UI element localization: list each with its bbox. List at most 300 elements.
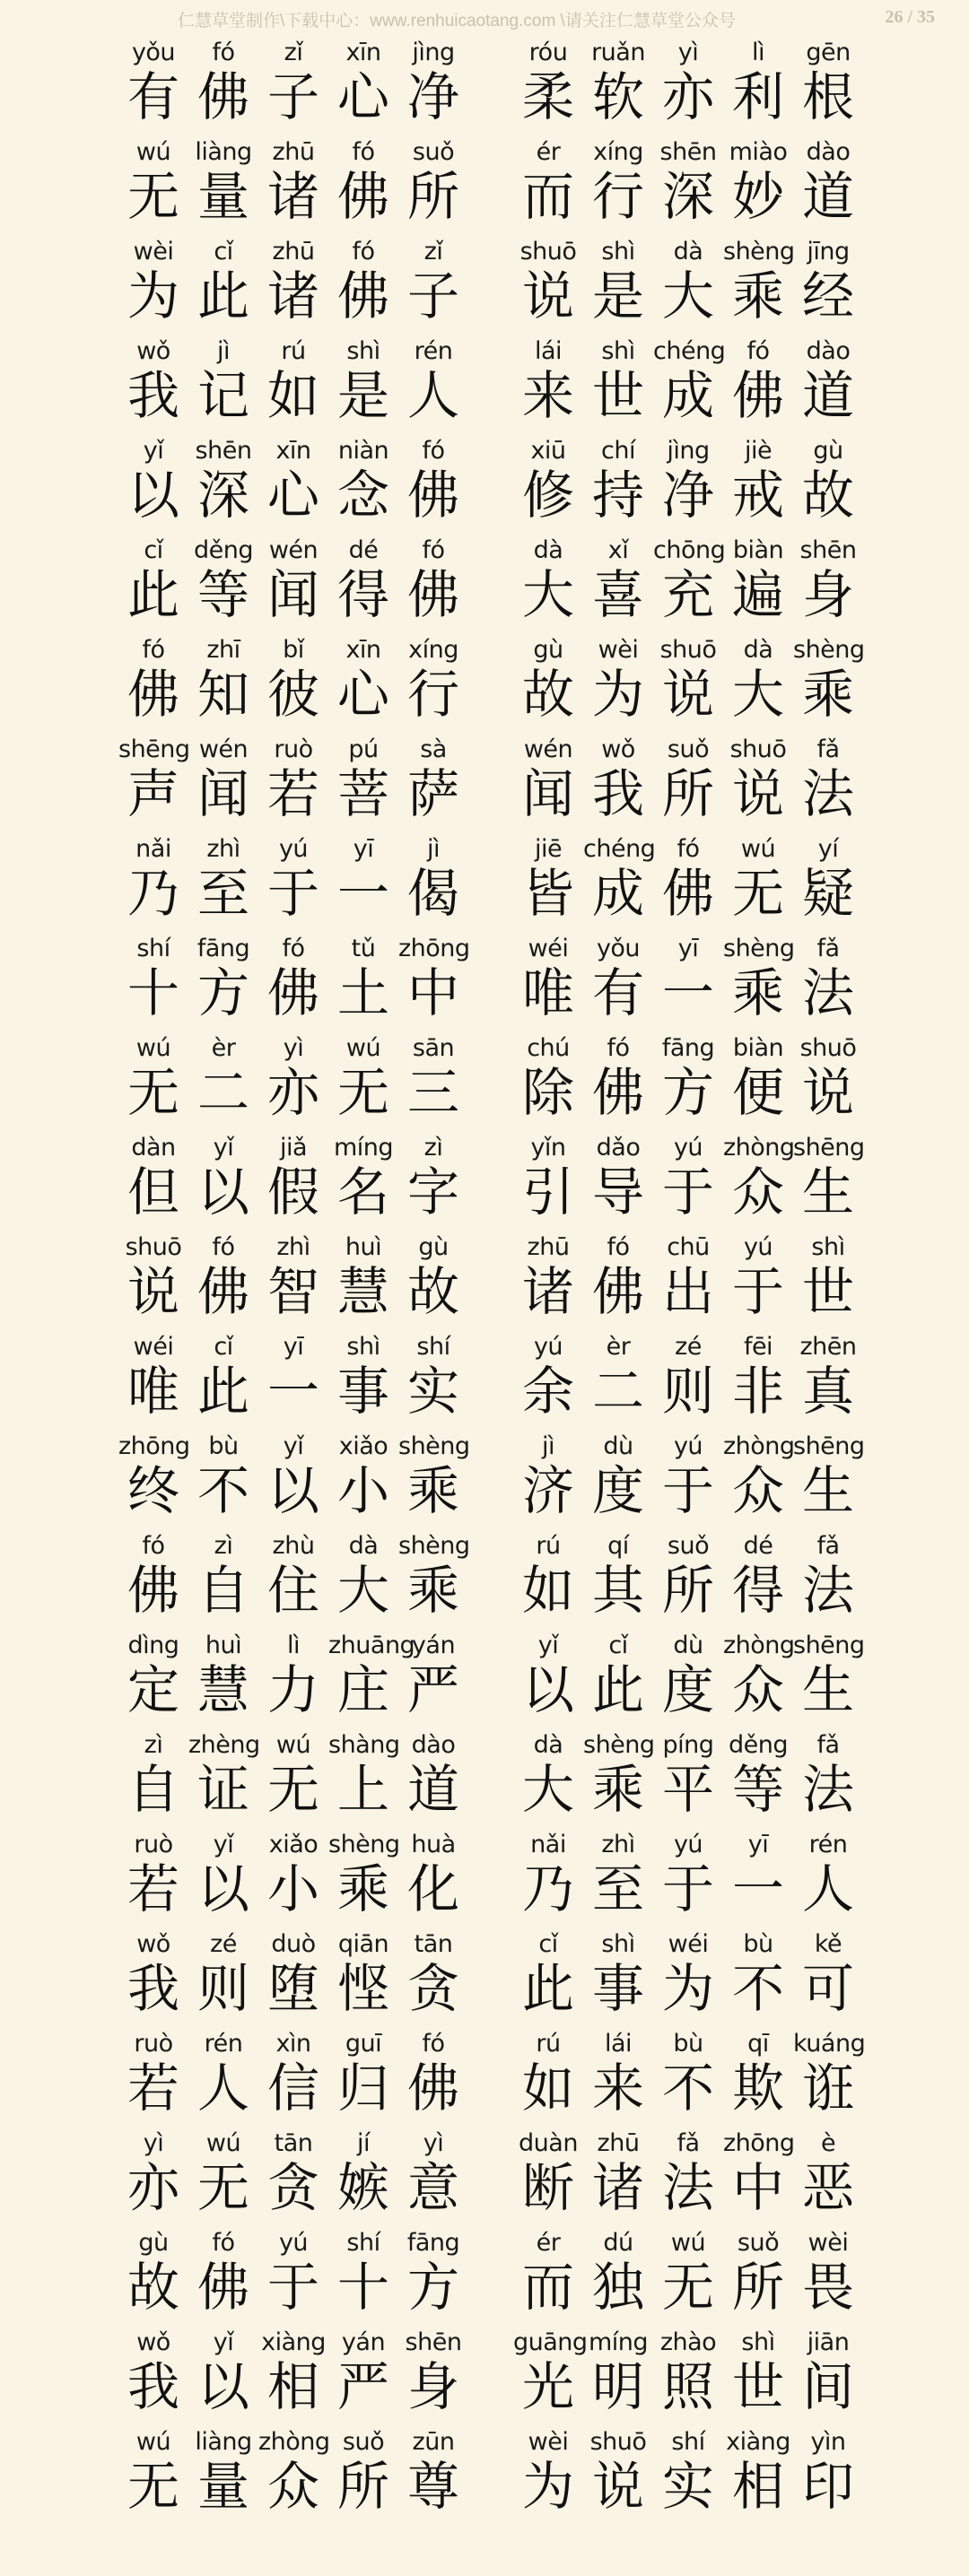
hanzi-character: 法 [801, 1759, 854, 1820]
character-cell [398, 633, 468, 733]
verse-row [0, 36, 969, 135]
hanzi-character: 说 [731, 763, 784, 824]
character-cell [583, 335, 653, 434]
character-cell [258, 733, 328, 832]
pinyin-label: wú [205, 2129, 241, 2157]
character-cell [583, 1131, 653, 1231]
hanzi-character: 世 [731, 2356, 784, 2417]
pinyin-label: zhōng [723, 2129, 795, 2157]
pinyin-label: suǒ [412, 138, 455, 166]
pinyin-label: zhuāng [328, 1632, 415, 1659]
hanzi-character: 法 [801, 1560, 854, 1621]
pinyin-label: fǎ [816, 935, 840, 962]
hanzi-character: 于 [266, 863, 319, 924]
character-cell [258, 1629, 328, 1728]
character-cell [653, 1430, 723, 1529]
pinyin-label: qī [747, 2030, 769, 2058]
hanzi-character: 诳 [801, 2058, 854, 2119]
verse-row [0, 2127, 969, 2226]
verse-line-right [513, 235, 863, 335]
pinyin-label: chéng [583, 835, 656, 863]
hanzi-character: 出 [661, 1261, 714, 1322]
character-cell [188, 2127, 258, 2226]
hanzi-character: 自 [127, 1759, 179, 1820]
hanzi-character: 来 [521, 365, 574, 426]
character-cell [258, 1131, 328, 1231]
character-cell [398, 1330, 468, 1430]
pinyin-label: bù [743, 1930, 773, 1958]
verse-row [0, 1529, 969, 1629]
pinyin-label: děng [728, 1731, 788, 1759]
character-cell [793, 434, 863, 534]
pinyin-label: cǐ [538, 1930, 558, 1958]
character-cell [258, 36, 328, 135]
verse-row [0, 1728, 969, 1828]
hanzi-character: 得 [336, 564, 389, 625]
pinyin-label: yì [677, 39, 699, 66]
hanzi-character: 心 [266, 465, 319, 526]
character-cell [258, 2027, 328, 2127]
verse-line-left [118, 2127, 468, 2226]
hanzi-character: 佛 [196, 66, 249, 127]
hanzi-character: 不 [731, 1958, 784, 2019]
hanzi-character: 引 [521, 1162, 574, 1223]
character-cell [583, 2127, 653, 2226]
character-cell [723, 1828, 793, 1928]
pinyin-label: suǒ [737, 2229, 780, 2257]
pinyin-label: jì [426, 835, 440, 863]
hanzi-character: 若 [266, 763, 319, 824]
hanzi-character: 光 [521, 2356, 574, 2417]
pinyin-label: jiè [744, 437, 773, 465]
pinyin-label: dà [348, 1532, 379, 1560]
hanzi-character: 所 [661, 763, 714, 824]
character-cell [653, 1629, 723, 1728]
character-cell [653, 832, 723, 932]
hanzi-character: 利 [731, 66, 784, 127]
hanzi-character: 诸 [266, 166, 319, 227]
hanzi-character: 上 [336, 1759, 389, 1820]
character-cell [723, 832, 793, 932]
pinyin-label: xiàng [261, 2328, 326, 2356]
hanzi-character: 而 [521, 2257, 574, 2318]
character-cell [328, 1330, 398, 1430]
character-cell [653, 235, 723, 335]
character-cell [328, 534, 398, 633]
character-cell [118, 1928, 188, 2027]
hanzi-character: 庄 [336, 1659, 389, 1720]
verse-line-left [118, 932, 468, 1031]
hanzi-character: 佛 [591, 1062, 644, 1123]
hanzi-character: 偈 [406, 863, 459, 924]
character-cell [188, 2425, 258, 2525]
page-number: 26 / 35 [885, 7, 935, 27]
hanzi-character: 道 [801, 365, 854, 426]
hanzi-character: 众 [266, 2456, 319, 2517]
character-cell [583, 1231, 653, 1330]
pinyin-label: shēn [659, 138, 717, 166]
hanzi-character: 说 [127, 1261, 179, 1322]
character-cell [513, 1031, 583, 1131]
character-cell [653, 36, 723, 135]
verse-row [0, 1828, 969, 1928]
character-cell [258, 1231, 328, 1330]
character-cell [328, 1031, 398, 1131]
pinyin-label: xǐ [607, 536, 629, 564]
pinyin-label: huì [345, 1233, 382, 1261]
character-cell [258, 2226, 328, 2326]
pinyin-label: lái [534, 337, 563, 365]
hanzi-character: 生 [801, 1162, 854, 1223]
pinyin-label: nǎi [135, 835, 171, 863]
character-cell [793, 36, 863, 135]
character-cell [188, 36, 258, 135]
character-cell [118, 1629, 188, 1728]
verse-line-left [118, 1031, 468, 1131]
pinyin-label: zūn [412, 2428, 455, 2456]
pinyin-label: jì [541, 1432, 554, 1460]
character-cell [653, 135, 723, 235]
pinyin-label: fó [352, 138, 375, 166]
hanzi-character: 照 [661, 2356, 714, 2417]
verse-line-right [513, 1629, 863, 1728]
verse-line-left [118, 2226, 468, 2326]
pinyin-label: shì [346, 337, 380, 365]
hanzi-character: 佛 [591, 1261, 644, 1322]
character-cell [188, 135, 258, 235]
hanzi-character: 彼 [266, 664, 319, 725]
character-cell [258, 335, 328, 434]
hanzi-character: 法 [661, 2157, 714, 2218]
character-cell [793, 335, 863, 434]
character-cell [328, 1131, 398, 1231]
hanzi-character: 子 [406, 265, 459, 326]
character-cell [583, 1928, 653, 2027]
pinyin-label: yǒu [131, 39, 176, 66]
pinyin-label: fǎ [816, 735, 840, 763]
hanzi-character: 悭 [336, 1958, 389, 2019]
pinyin-label: dào [806, 138, 851, 166]
hanzi-character: 而 [521, 166, 574, 227]
verse-line-right [513, 2127, 863, 2226]
verse-row [0, 1131, 969, 1231]
character-cell [723, 135, 793, 235]
character-cell [723, 235, 793, 335]
hanzi-character: 以 [266, 1460, 319, 1521]
verse-line-left [118, 1330, 468, 1430]
character-cell [398, 1928, 468, 2027]
pinyin-label: shuō [519, 238, 577, 265]
pinyin-label: wú [135, 2428, 171, 2456]
hanzi-character: 一 [731, 1858, 784, 1919]
pinyin-label: gù [533, 636, 563, 664]
character-cell [513, 235, 583, 335]
pinyin-label: dào [806, 337, 851, 365]
character-cell [328, 1430, 398, 1529]
character-cell [258, 2127, 328, 2226]
hanzi-character: 佛 [661, 863, 714, 924]
character-cell [258, 235, 328, 335]
pinyin-label: dù [603, 1432, 633, 1460]
character-cell [583, 135, 653, 235]
hanzi-character: 至 [591, 1858, 644, 1919]
character-cell [793, 2027, 866, 2127]
hanzi-character: 得 [731, 1560, 784, 1621]
character-cell [653, 1728, 723, 1828]
verse-line-right [513, 1430, 863, 1529]
pinyin-label: yǐ [213, 1831, 234, 1858]
character-cell [583, 1430, 653, 1529]
character-cell [793, 2425, 863, 2525]
hanzi-character: 相 [731, 2456, 784, 2517]
verse-line-left [118, 1928, 468, 2027]
hanzi-character: 字 [406, 1162, 459, 1223]
character-cell [723, 434, 793, 534]
header-watermark-text: 仁慧草堂制作\下载中心：www.renhuicaotang.com \请关注仁慧草堂公众号 [178, 12, 736, 30]
hanzi-character: 定 [127, 1659, 179, 1720]
character-cell [118, 2226, 188, 2326]
verse-line-right [513, 534, 863, 633]
character-cell [723, 1131, 793, 1231]
pinyin-label: chú [527, 1034, 570, 1062]
hanzi-character: 严 [336, 2356, 389, 2417]
hanzi-character: 以 [196, 2356, 249, 2417]
hanzi-character: 土 [336, 962, 389, 1023]
character-cell [653, 434, 723, 534]
character-cell [398, 534, 468, 633]
hanzi-character: 一 [266, 1361, 319, 1422]
character-cell [793, 1529, 863, 1629]
character-cell [328, 2326, 398, 2425]
verse-line-right [513, 1728, 863, 1828]
hanzi-character: 如 [521, 2058, 574, 2119]
character-cell [118, 135, 188, 235]
pinyin-label: wǒ [136, 1930, 170, 1958]
pinyin-label: wǒ [136, 2328, 170, 2356]
character-cell [188, 733, 258, 832]
character-cell [328, 633, 398, 733]
character-cell [653, 1031, 723, 1131]
hanzi-character: 心 [336, 66, 389, 127]
character-cell [328, 2425, 398, 2525]
character-cell [328, 36, 398, 135]
hanzi-character: 度 [591, 1460, 644, 1521]
character-cell [583, 932, 653, 1031]
character-cell [793, 832, 863, 932]
pinyin-label: fó [142, 636, 165, 664]
character-cell [513, 1828, 583, 1928]
character-cell [118, 1828, 188, 1928]
character-cell [723, 1430, 793, 1529]
pinyin-label: zhū [527, 1233, 570, 1261]
character-cell [118, 2425, 188, 2525]
hanzi-character: 乘 [406, 1560, 459, 1621]
verse-line-left [118, 135, 468, 235]
pinyin-label: wú [670, 2229, 706, 2257]
character-cell [793, 1629, 863, 1728]
hanzi-character: 大 [731, 664, 784, 725]
verse-line-right [513, 2027, 866, 2127]
character-cell [258, 1928, 328, 2027]
character-cell [188, 1828, 258, 1928]
verse-line-right [513, 1330, 863, 1430]
character-cell [793, 2326, 863, 2425]
hanzi-character: 柔 [521, 66, 574, 127]
verse-line-right [513, 633, 863, 733]
verse-row [0, 2425, 969, 2525]
hanzi-character: 人 [406, 365, 459, 426]
pinyin-label: wén [268, 536, 319, 564]
pinyin-label: èr [606, 1333, 631, 1361]
pinyin-label: shì [601, 238, 635, 265]
character-cell [583, 434, 653, 534]
hanzi-character: 乘 [406, 1460, 459, 1521]
character-cell [258, 1031, 328, 1131]
pinyin-label: wèi [528, 2428, 569, 2456]
hanzi-character: 闻 [521, 763, 574, 824]
character-cell [258, 2425, 328, 2525]
pinyin-label: zhōng [398, 935, 470, 962]
hanzi-character: 子 [266, 66, 319, 127]
pinyin-label: chōng [653, 536, 726, 564]
character-cell [328, 235, 398, 335]
character-cell [258, 832, 328, 932]
hanzi-character: 乃 [127, 863, 179, 924]
hanzi-character: 诸 [521, 1261, 574, 1322]
hanzi-character: 间 [801, 2356, 854, 2417]
pinyin-label: shuō [659, 636, 717, 664]
pinyin-label: chéng [653, 337, 726, 365]
character-cell [398, 235, 468, 335]
character-cell [513, 2127, 583, 2226]
character-cell [513, 633, 583, 733]
hanzi-character: 方 [196, 962, 249, 1023]
pinyin-label: shēn [405, 2328, 462, 2356]
hanzi-character: 记 [196, 365, 249, 426]
hanzi-character: 为 [591, 664, 644, 725]
hanzi-character: 世 [801, 1261, 854, 1322]
hanzi-character: 非 [731, 1361, 784, 1422]
pinyin-label: yǒu [596, 935, 641, 962]
character-cell [513, 1430, 583, 1529]
pinyin-label: tǔ [351, 935, 376, 962]
pinyin-label: zhū [272, 238, 315, 265]
verse-row [0, 1031, 969, 1131]
pinyin-label: fó [212, 39, 235, 66]
verse-line-left [118, 534, 468, 633]
pinyin-label: zhì [276, 1233, 310, 1261]
hanzi-character: 佛 [731, 365, 784, 426]
verse-line-left [118, 1728, 468, 1828]
character-cell [188, 335, 258, 434]
verse-row [0, 1629, 969, 1728]
pinyin-label: bǐ [283, 636, 304, 664]
character-cell [653, 2226, 723, 2326]
pinyin-label: dú [603, 2229, 633, 2257]
pinyin-label: cǐ [144, 536, 163, 564]
pinyin-label: fó [677, 835, 700, 863]
hanzi-character: 信 [266, 2058, 319, 2119]
character-cell [118, 335, 188, 434]
pinyin-label: zhòng [723, 1632, 795, 1659]
pinyin-label: wén [198, 735, 249, 763]
character-cell [793, 534, 863, 633]
character-cell [583, 1728, 653, 1828]
character-cell [118, 733, 188, 832]
pinyin-label: jiē [534, 835, 563, 863]
verse-line-right [513, 733, 863, 832]
hanzi-character: 深 [196, 465, 249, 526]
verse-row [0, 932, 969, 1031]
character-cell [513, 1231, 583, 1330]
character-cell [653, 1330, 723, 1430]
verse-row [0, 1231, 969, 1330]
hanzi-character: 三 [406, 1062, 459, 1123]
pinyin-label: bù [208, 1432, 239, 1460]
hanzi-character: 佛 [196, 1261, 249, 1322]
hanzi-character: 说 [661, 664, 714, 725]
hanzi-character: 乃 [521, 1858, 574, 1919]
character-cell [583, 2027, 653, 2127]
pinyin-label: rén [414, 337, 453, 365]
pinyin-label: dà [673, 238, 703, 265]
hanzi-character: 说 [521, 265, 574, 326]
pinyin-label: zhēn [799, 1333, 857, 1361]
verse-line-left [118, 733, 468, 832]
hanzi-character: 亦 [266, 1062, 319, 1123]
verse-row [0, 1430, 969, 1529]
hanzi-character: 二 [591, 1361, 644, 1422]
hanzi-character: 所 [336, 2456, 389, 2517]
pinyin-label: lì [751, 39, 764, 66]
pinyin-label: liàng [195, 138, 252, 166]
character-cell [653, 1231, 723, 1330]
pinyin-label: fó [746, 337, 770, 365]
verse-line-left [118, 36, 468, 135]
pinyin-label: shèng [583, 1731, 655, 1759]
hanzi-character: 遍 [731, 564, 784, 625]
hanzi-character: 贪 [406, 1958, 459, 2019]
hanzi-character: 乘 [336, 1858, 389, 1919]
character-cell [723, 1330, 793, 1430]
pinyin-label: lái [604, 2030, 633, 2058]
character-cell [583, 2425, 653, 2525]
hanzi-character: 方 [406, 2257, 459, 2318]
character-cell [328, 1629, 415, 1728]
hanzi-character: 证 [196, 1759, 249, 1820]
hanzi-character: 亦 [661, 66, 714, 127]
pinyin-label: wú [135, 138, 171, 166]
hanzi-character: 大 [521, 1759, 574, 1820]
hanzi-character: 量 [196, 2456, 249, 2517]
hanzi-character: 除 [521, 1062, 574, 1123]
pinyin-label: qiān [337, 1930, 389, 1958]
pinyin-label: xìn [275, 2030, 311, 2058]
pinyin-label: pú [348, 735, 379, 763]
pinyin-label: ruò [134, 2030, 173, 2058]
hanzi-character: 化 [406, 1858, 459, 1919]
character-cell [118, 36, 188, 135]
hanzi-character: 此 [591, 1659, 644, 1720]
hanzi-character: 假 [266, 1162, 319, 1223]
hanzi-character: 此 [196, 265, 249, 326]
pinyin-label: zhì [206, 835, 240, 863]
character-cell [653, 2027, 723, 2127]
pinyin-label: shèng [328, 1831, 400, 1858]
character-cell [793, 1031, 863, 1131]
character-cell [723, 1031, 793, 1131]
pinyin-label: yì [283, 1034, 304, 1062]
